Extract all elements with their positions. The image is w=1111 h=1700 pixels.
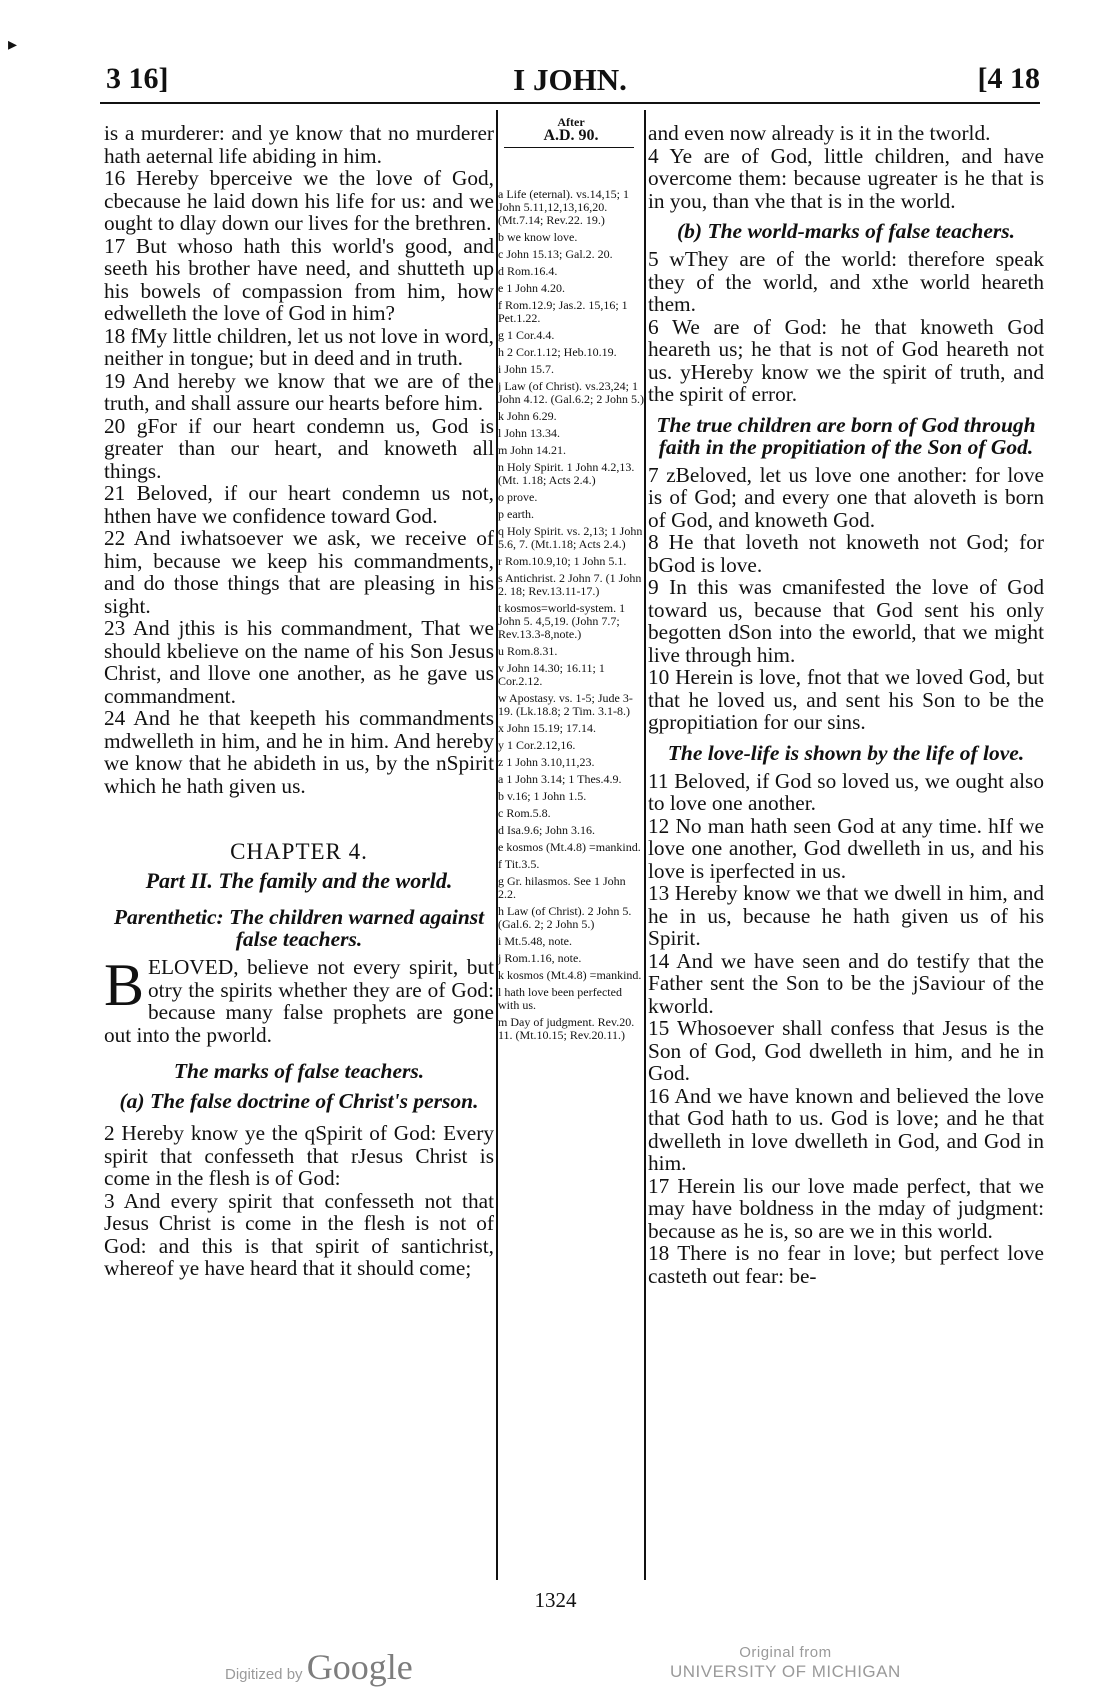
marks-heading: The marks of false teachers.	[173, 1059, 425, 1083]
verse-paragraph: and even now already is it in the tworld.	[648, 121, 991, 145]
reference-note: q Holy Spirit. vs. 2,13; 1 John 5.6, 7. (Mt.1.18; Acts 2.4.)	[498, 524, 643, 551]
date-label: After	[557, 115, 585, 129]
verse-paragraph: 18 fMy little children, let us not love in word, neither in tongue; but in deed and in truth.	[104, 323, 494, 370]
verse-paragraph: 2 Hereby know ye the qSpirit of God: Every spirit that confesseth that rJesus Christ is come in the flesh is of God:	[104, 1121, 494, 1190]
original-from-label: Original from	[739, 1644, 832, 1661]
reference-note: i John 15.7.	[498, 362, 555, 376]
verse-paragraph: 10 Herein is love, fnot that we loved God, but that he loved us, and sent his Son to be the gpropitiation for our sins.	[648, 665, 1044, 734]
verse-paragraph: 7 zBeloved, let us love one another: for love is of God; and every one that aloveth is born of God, and knoweth God.	[648, 462, 1044, 532]
reference-note: d Isa.9.6; John 3.16.	[498, 823, 595, 837]
verse-paragraph: 19 And hereby we know that we are of the truth, and shall assure our hearts before him.	[104, 368, 494, 415]
reference-note: v John 14.30; 16.11; 1 Cor.2.12.	[498, 661, 605, 688]
reference-note: c John 15.13; Gal.2. 20.	[498, 247, 613, 261]
verse-paragraph: 14 And we have seen and do testify that the Father sent the Son to be the jSaviour of the kworld.	[648, 948, 1044, 1018]
verse-paragraph: BELOVED, believe not every spirit, but otry the spirits whether they are of God: because many false prophets are gone out into the pworld.	[104, 952, 494, 1047]
reference-note: d Rom.16.4.	[498, 264, 558, 278]
reference-note: k kosmos (Mt.4.8) =mankind.	[498, 968, 642, 982]
heading-b: (b) The world-marks of false teachers.	[677, 219, 1015, 243]
reference-note: x John 15.19; 17.14.	[498, 721, 597, 735]
page-number: 1324	[534, 1588, 577, 1612]
reference-note: u Rom.8.31.	[498, 644, 558, 658]
running-header	[100, 62, 1040, 102]
margin-mark: ▸	[8, 34, 18, 54]
verse-paragraph: 18 There is no fear in love; but perfect love casteth out fear: be-	[648, 1241, 1044, 1288]
reference-note: l hath love been perfected with us.	[498, 985, 622, 1012]
header-book-title: I JOHN.	[513, 62, 627, 97]
verse-paragraph: 21 Beloved, if our heart condemn us not, hthen have we confidence toward God.	[104, 481, 494, 528]
reference-note: z 1 John 3.10,11,23.	[498, 755, 595, 769]
source-watermark	[670, 1643, 901, 1681]
verse-paragraph: 22 And iwhatsoever we ask, we receive of him, because we keep his commandments, and do those things that are pleasing in his sight.	[104, 526, 494, 618]
reference-note: n Holy Spirit. 1 John 4.2,13. (Mt. 1.18; Acts 2.4.)	[498, 460, 635, 487]
verse-paragraph: 8 He that loveth not knoweth not God; for bGod is love.	[648, 530, 1044, 577]
right-text-column	[648, 122, 1044, 1287]
left-text-column	[104, 122, 494, 1280]
verse-paragraph: 15 Whosoever shall confess that Jesus is the Son of God, God dwelleth in him, and he in God.	[648, 1016, 1044, 1085]
chapter4-opening	[104, 952, 494, 1047]
chapter4-verses	[104, 1122, 494, 1280]
verse-paragraph: 20 gFor if our heart condemn us, God is greater than our heart, and knoweth all things.	[104, 413, 494, 483]
digitized-watermark	[225, 1646, 413, 1688]
google-logo: Google	[306, 1647, 413, 1687]
parenthetic-heading: Parenthetic: The children warned against false teachers.	[113, 905, 485, 951]
reference-note: r Rom.10.9,10; 1 John 5.1.	[498, 554, 627, 568]
verse-paragraph: 6 We are of God: he that knoweth God heareth us; he that is not of God heareth not us. yHereby know we the spirit of truth, and the spirit of error.	[648, 314, 1044, 406]
part-heading: Part II. The family and the world.	[145, 867, 453, 893]
verse-paragraph: 4 Ye are of God, little children, and have overcome them: because ugreater is he that is in you, than vhe that is in the world.	[648, 143, 1044, 213]
verse-paragraph: 9 In this was cmanifested the love of God toward us, because that God sent his only begotten dSon into the eworld, that we might live through him.	[648, 575, 1044, 667]
reference-note: g Gr. hilasmos. See 1 John 2.2.	[498, 874, 626, 901]
verse-paragraph: 23 And jthis is his commandment, That we should kbelieve on the name of his Son Jesus Christ, and llove one another, as he gave us commandment.	[104, 616, 494, 708]
verse-paragraph: 17 But whoso hath this world's good, and seeth his brother have need, and shutteth up his bowels of compassion from him, how edwelleth the love of God in him?	[104, 233, 494, 325]
reference-note: w Apostasy. vs. 1-5; Jude 3-19. (Lk.18.8; 2 Tim. 3.1-8.)	[498, 691, 633, 718]
verse-paragraph: 16 And we have known and believed the love that God hath to us. God is love; and he that dwelleth in love dwelleth in God, and God in him.	[648, 1083, 1044, 1175]
verse-paragraph: 16 Hereby bperceive we the love of God, cbecause he laid down his life for us: and we ought to dlay down our lives for the brethren.	[104, 166, 494, 235]
verse-paragraph: 11 Beloved, if God so loved us, we ought also to love one another.	[648, 768, 1044, 815]
verse-paragraph: 17 Herein lis our love made perfect, that we may have boldness in the mday of judgment: because as he is, so are we in this world.	[648, 1173, 1044, 1243]
right-verses-c	[648, 464, 1044, 734]
reference-note: o prove.	[498, 490, 538, 504]
reference-notes	[498, 188, 644, 1042]
left-verses	[104, 122, 494, 797]
reference-note: l John 13.34.	[498, 426, 561, 440]
reference-note: a Life (eternal). vs.14,15; 1 John 5.11,12,13,16,20. (Mt.7.14; Rev.22. 19.)	[498, 187, 629, 227]
reference-note: g 1 Cor.4.4.	[498, 328, 555, 342]
right-verses-b	[648, 248, 1044, 406]
reference-note: m Day of judgment. Rev.20. 11. (Mt.10.15; Rev.20.11.)	[498, 1015, 635, 1042]
verse-paragraph: is a murderer: and ye know that no murderer hath aeternal life abiding in him.	[104, 121, 494, 168]
reference-note: k John 6.29.	[498, 409, 557, 423]
verse-paragraph: 24 And he that keepeth his commandments mdwelleth in him, and he in him. And hereby we know that he abideth in us, by the nSpirit which he hath given us.	[104, 706, 494, 798]
center-reference-column	[498, 116, 644, 1046]
reference-note: i Mt.5.48, note.	[498, 934, 572, 948]
chapter-heading: CHAPTER 4.	[230, 839, 368, 864]
love-life-heading: The love-life is shown by the life of love.	[667, 740, 1025, 765]
university-label: UNIVERSITY OF MICHIGAN	[670, 1662, 901, 1681]
true-children-heading: The true children are born of God through faith in the propitiation of the Son of God.	[656, 412, 1036, 459]
reference-note: s Antichrist. 2 John 7. (1 John 2. 18; Rev.13.11-17.)	[498, 571, 642, 598]
reference-note: b v.16; 1 John 1.5.	[498, 789, 587, 803]
reference-note: b we know love.	[498, 230, 578, 244]
reference-note: e kosmos (Mt.4.8) =mankind.	[498, 840, 641, 854]
header-rule	[100, 102, 1040, 104]
reference-note: e 1 John 4.20.	[498, 281, 565, 295]
reference-note: y 1 Cor.2.12,16.	[498, 738, 576, 752]
header-left: 3 16]	[106, 62, 169, 95]
right-verses-d	[648, 770, 1044, 1288]
reference-note: f Rom.12.9; Jas.2. 15,16; 1 Pet.1.22.	[498, 298, 628, 325]
column-rule-right	[644, 110, 646, 1580]
reference-note: h Law (of Christ). 2 John 5. (Gal.6. 2; 2 John 5.)	[498, 904, 632, 931]
date-rule	[504, 147, 634, 148]
reference-note: c Rom.5.8.	[498, 806, 551, 820]
reference-note: p earth.	[498, 507, 534, 521]
header-right: [4 18	[977, 62, 1040, 95]
date-value: A.D. 90.	[543, 127, 599, 144]
reference-note: m John 14.21.	[498, 443, 567, 457]
reference-note: t kosmos=world-system. 1 John 5. 4,5,19. (John 7.7; Rev.13.3-8,note.)	[498, 601, 626, 641]
right-verses-a	[648, 122, 1044, 212]
reference-note: h 2 Cor.1.12; Heb.10.19.	[498, 345, 617, 359]
reference-note: j Rom.1.16, note.	[498, 951, 582, 965]
heading-a: (a) The false doctrine of Christ's person.	[119, 1089, 479, 1113]
reference-note: a 1 John 3.14; 1 Thes.4.9.	[498, 772, 622, 786]
verse-paragraph: 13 Hereby know we that we dwell in him, and he in us, because he hath given us of his Spirit.	[648, 881, 1044, 950]
verse-paragraph: 12 No man hath seen God at any time. hIf we love one another, God dwelleth in us, and his love is iperfected in us.	[648, 813, 1044, 883]
verse-paragraph: 5 wThey are of the world: therefore speak they of the world, and xthe world heareth them.	[648, 247, 1044, 316]
reference-note: f Tit.3.5.	[498, 857, 540, 871]
digitized-label: Digitized by	[225, 1666, 303, 1683]
verse-paragraph: 3 And every spirit that confesseth not that Jesus Christ is come in the flesh is not of God: and this is that spirit of santichrist, whereof ye have heard that it should come;	[104, 1188, 494, 1280]
reference-note: j Law (of Christ). vs.23,24; 1 John 4.12. (Gal.6.2; 2 John 5.)	[498, 379, 644, 406]
